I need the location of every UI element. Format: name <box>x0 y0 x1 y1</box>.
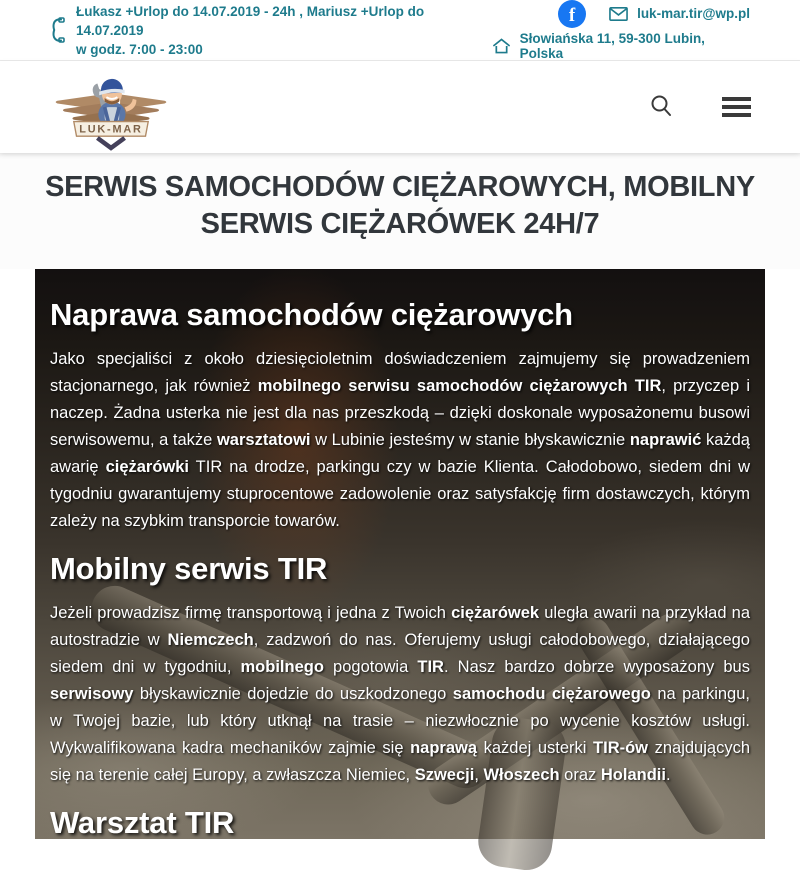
phone-hours-line2: w godz. 7:00 - 23:00 <box>76 41 203 57</box>
search-icon <box>650 94 672 117</box>
logo-graphic <box>52 65 170 151</box>
section-heading: Warsztat TIR <box>50 805 235 841</box>
article-hero <box>35 269 765 839</box>
section-paragraph: Jeżeli prowadzisz firmę transportową i jedna z Twoich ciężarówek uległa awarii na przykład na autostradzie w Niemczech, zadzwoń do nas. Oferujemy usługi całodobowego, działającego siedem dni w tygodniu, mobilnego pogotowia TIR. Nasz bardzo dobrze wyposażony bus serwisowy błyskawicznie dojedzie do uszkodzonego samochodu ciężarowego na parkingu, w Twojej bazie, lub który utknął na trasie – niezwłocznie po wycenie kosztów usługi. Wykwalifikowana kadra mechaników zajmie się naprawą każdej usterki TIR-ów znajdujących się na terenie całej Europy, a zwłaszcza Niemiec, Szwecji, Włoszech oraz Holandii. <box>50 604 750 785</box>
email-link[interactable]: luk-mar.tir@wp.pl <box>637 6 750 21</box>
facebook-link[interactable] <box>558 0 586 28</box>
main-header <box>0 61 800 153</box>
menu-button[interactable] <box>718 89 755 126</box>
article-content <box>35 269 765 841</box>
contact-info <box>492 0 750 61</box>
email-icon <box>609 6 628 22</box>
page-title: SERWIS SAMOCHODÓW CIĘŻAROWYCH, MOBILNY SERWIS CIĘŻARÓWEK 24H/7 <box>45 171 755 241</box>
page-title-section <box>0 153 800 269</box>
section-heading: Naprawa samochodów ciężarowych <box>50 297 573 333</box>
address-text: Słowiańska 11, 59-300 Lubin, Polska <box>519 30 705 61</box>
logo[interactable] <box>52 65 170 151</box>
facebook-icon: f <box>568 4 576 26</box>
menu-icon <box>722 97 751 101</box>
section-paragraph: Jako specjaliści z około dziesięcioletnim doświadczeniem zajmujemy się prowadzeniem stacjonarnego, jak również mobilnego serwisu samochodów ciężarowych TIR, przyczep i naczep. Żadna usterka nie jest dla nas przeszkodą – dzięki doskonale wyposażonemu busowi serwisowemu, a także warsztatowi w Lubinie jesteśmy w stanie błyskawicznie naprawić każdą awarię ciężarówki TIR na drodze, parkingu czy w bazie Klienta. Całodobowo, siedem dni w tygodniu gwarantujemy stuprocentowe zadowolenie oraz satysfakcję firm dostawczych, którym zależy na szybkim transporcie towarów. <box>50 350 750 531</box>
section-heading: Mobilny serwis TIR <box>50 551 328 587</box>
phone-hours-line1: Łukasz +Urlop do 14.07.2019 - 24h , Mariusz +Urlop do 14.07.2019 <box>76 3 425 38</box>
phone-contact <box>48 2 492 59</box>
svg-text:LUK-MAR: LUK-MAR <box>79 123 143 136</box>
phone-icon <box>48 17 66 43</box>
top-contact-bar <box>0 0 800 61</box>
home-icon <box>492 38 511 54</box>
search-button[interactable] <box>646 90 676 124</box>
